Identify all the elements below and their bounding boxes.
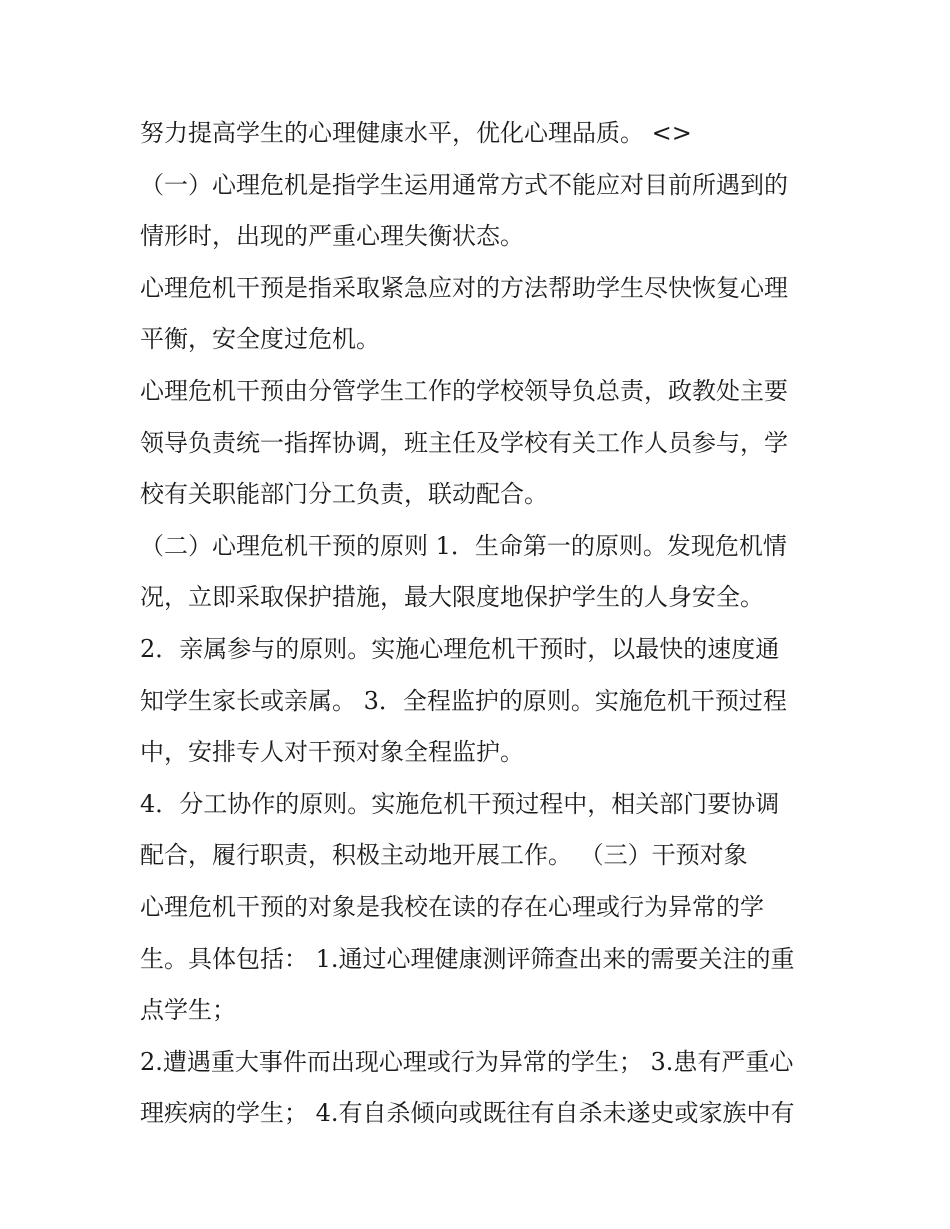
text-line: 领导负责统一指挥协调，班主任及学校有关工作人员参与，学 (140, 428, 788, 457)
text-line: 2.遭遇重大事件而出现心理或行为异常的学生； 3.患有严重心 (140, 1047, 794, 1076)
text-line: 心理危机干预的对象是我校在读的存在心理或行为异常的学 (140, 892, 764, 921)
text-line: 况，立即采取保护措施，最大限度地保护学生的人身安全。 (140, 583, 764, 612)
text-line: 点学生； (140, 996, 236, 1025)
text-line: （一）心理危机是指学生运用通常方式不能应对目前所遇到的 (140, 170, 788, 199)
text-line: （二）心理危机干预的原则 1．生命第一的原则。发现危机情 (140, 531, 787, 560)
text-line: 平衡，安全度过危机。 (140, 325, 380, 354)
text-line: 中，安排专人对干预对象全程监护。 (140, 738, 524, 767)
text-line: 理疾病的学生； 4.有自杀倾向或既往有自杀未遂史或家族中有 (140, 1099, 795, 1128)
document-body (140, 108, 820, 1140)
text-line: 配合，履行职责，积极主动地开展工作。 （三）干预对象 (140, 841, 748, 870)
text-line: 2．亲属参与的原则。实施心理危机干预时，以最快的速度通 (140, 634, 780, 663)
text-line: 4．分工协作的原则。实施危机干预过程中，相关部门要协调 (140, 789, 780, 818)
text-line: 心理危机干预由分管学生工作的学校领导负总责，政教处主要 (140, 376, 788, 405)
text-line: 生。具体包括： 1.通过心理健康测评筛查出来的需要关注的重 (140, 944, 795, 973)
text-line: 努力提高学生的心理健康水平，优化心理品质。 <> (140, 119, 692, 147)
text-line: 校有关职能部门分工负责，联动配合。 (140, 480, 548, 509)
text-line: 知学生家长或亲属。 3．全程监护的原则。实施危机干预过程 (140, 686, 787, 715)
text-line: 心理危机干预是指采取紧急应对的方法帮助学生尽快恢复心理 (140, 273, 788, 302)
text-line: 情形时，出现的严重心理失衡状态。 (140, 222, 524, 251)
